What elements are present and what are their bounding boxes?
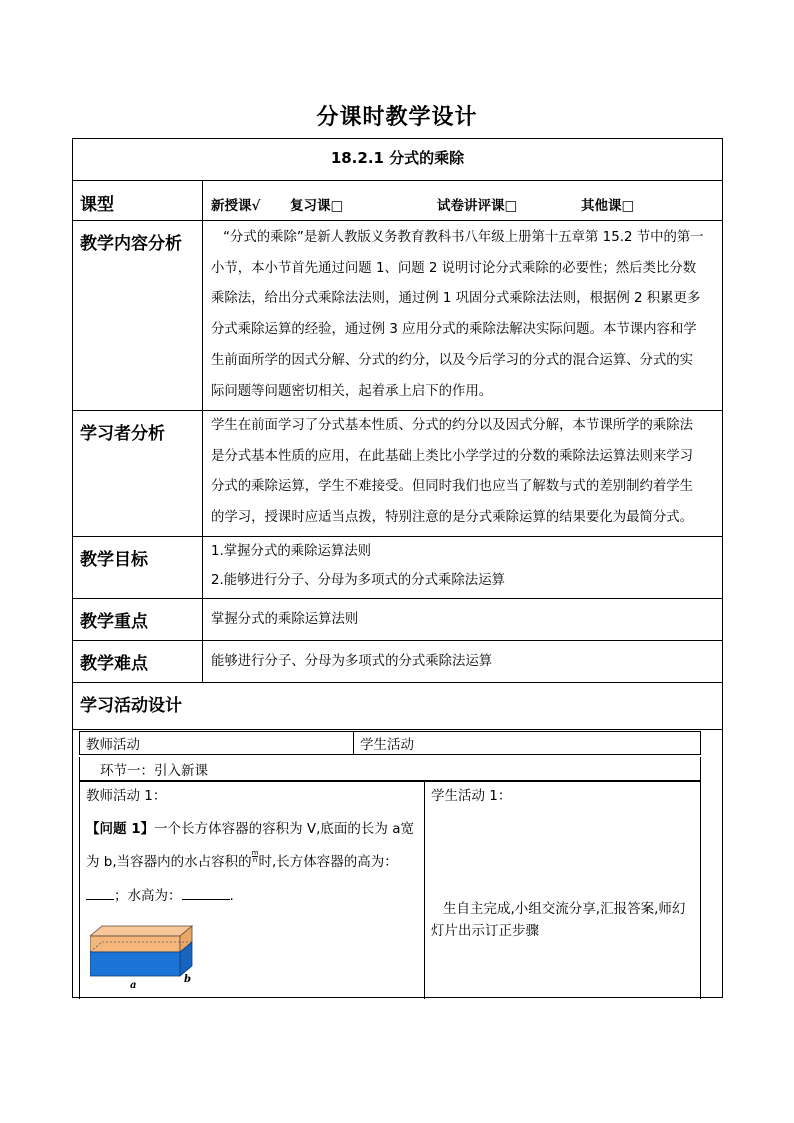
problem-line1: 一个长方体容器的容积为 V,底面的长为 a宽 [154,821,414,837]
learner-analysis-text [203,411,722,536]
learner-analysis-line: 的学习，授课时应适当点拨，特别注意的是分式乘除运算的结果要化为最简分式。 [211,510,694,526]
key-points-text: 掌握分式的乘除运算法则 [211,612,359,627]
student-activity-text [431,898,700,942]
learner-analysis-line: 分式的乘除运算，学生不难接受。但同时我们也应当了解数与式的差别制约着学生 [211,479,694,495]
content-analysis-line: 小节，本小节首先通过问题 1、问题 2 说明讨论分式乘除的必要性；然后类比分数 [211,260,697,276]
learner-analysis-row [73,411,722,537]
page-title: 分课时教学设计 [316,105,478,130]
student-activity-header: 学生活动 [360,737,414,753]
problem-text-line1 [86,818,424,840]
content-analysis-label: 教学内容分析 [73,221,203,410]
difficulties-label: 教学难点 [73,641,203,682]
problem-line2a: 为 b,当容器内的水占容积的 [86,854,252,870]
activity-design-label: 学习活动设计 [80,696,182,716]
fraction-top: m [251,849,259,857]
problem-line3b: . [229,888,234,904]
water-height-answer-blank[interactable] [182,899,230,900]
student-text-line2: 灯片出示订正步骤 [431,923,539,939]
difficulties-row [73,641,722,683]
key-points-row [73,599,722,641]
activity-header-row [79,731,701,755]
problem-text-line2 [86,850,424,873]
content-analysis-line: “分式的乘除”是新人教版义务教育教科书八年级上册第十五章第 15.2 节中的第一 [223,230,704,245]
teacher-activity-title: 教师活动 1： [86,788,167,804]
content-analysis-line: 乘除法，给出分式乘除法法则，通过例 1 巩固分式乘除法法则，根据例 2 积累更多 [211,291,701,307]
course-type-other: 其他课□ [581,198,635,214]
problem-line2b: 时,长方体容器的高为： [258,854,398,870]
course-type-options [203,181,722,220]
learner-analysis-line: 是分式基本性质的应用，在此基础上类比小学学过的分数的乘除法运算法则来学习 [211,448,694,464]
key-points-label: 教学重点 [73,599,203,640]
lesson-title-row [73,139,722,181]
objective-line: 2.能够进行分子、分母为多项式的分式乘除法运算 [211,573,505,588]
teacher-activity-cell [80,782,425,999]
problem-label: 【问题 1】 [86,821,155,837]
content-analysis-line: 分式乘除运算的经验，通过例 3 应用分式的乘除法解决实际问题。本节课内容和学 [211,322,697,338]
course-type-review: 复习课□ [290,198,344,214]
lesson-design-table [72,138,723,998]
figure-label-b: b [184,974,191,985]
fraction-bottom: n [252,856,258,864]
problem-text-line3 [86,885,424,907]
course-type-new: 新授课√ [211,198,261,214]
student-activity-header-cell [354,732,700,754]
lesson-title: 18.2.1 分式的乘除 [330,149,465,167]
teacher-activity-header-cell [80,732,354,754]
content-analysis-line: 际问题等问题密切相关，起着承上启下的作用。 [211,383,493,399]
content-analysis-line: 生前面所学的因式分解、分式的约分，以及今后学习的分式的混合运算、分式的实 [211,352,694,368]
problem-line3a: ；水高为： [114,888,182,904]
height-answer-blank[interactable] [86,899,114,900]
learner-analysis-line: 学生在前面学习了分式基本性质、分式的约分以及因式分解，本节课所学的乘除法 [211,418,694,433]
objective-line: 1.掌握分式的乘除运算法则 [211,544,372,559]
student-activity-cell [425,782,700,999]
section-row [79,757,701,781]
container-figure [90,924,200,990]
course-type-label: 课型 [73,181,203,220]
activity-separator [73,729,722,730]
course-type-row [73,181,722,221]
course-type-exam-review: 试卷讲评课□ [437,198,518,214]
teacher-activity-header: 教师活动 [86,737,140,753]
objectives-label: 教学目标 [73,537,203,598]
section-title: 环节一：引入新课 [100,763,208,779]
student-activity-title: 学生活动 1： [431,788,512,804]
activity-content-row [79,781,701,999]
difficulties-text: 能够进行分子、分母为多项式的分式乘除法运算 [211,654,493,669]
figure-label-a: a [130,980,137,990]
content-analysis-text [203,221,722,410]
activity-design-row [73,683,722,729]
content-analysis-row [73,221,722,411]
learner-analysis-label: 学习者分析 [73,411,203,536]
objectives-row [73,537,722,599]
student-text-line1: 生自主完成,小组交流分享,汇报答案,师幻 [443,901,686,917]
objectives-text [203,537,722,598]
